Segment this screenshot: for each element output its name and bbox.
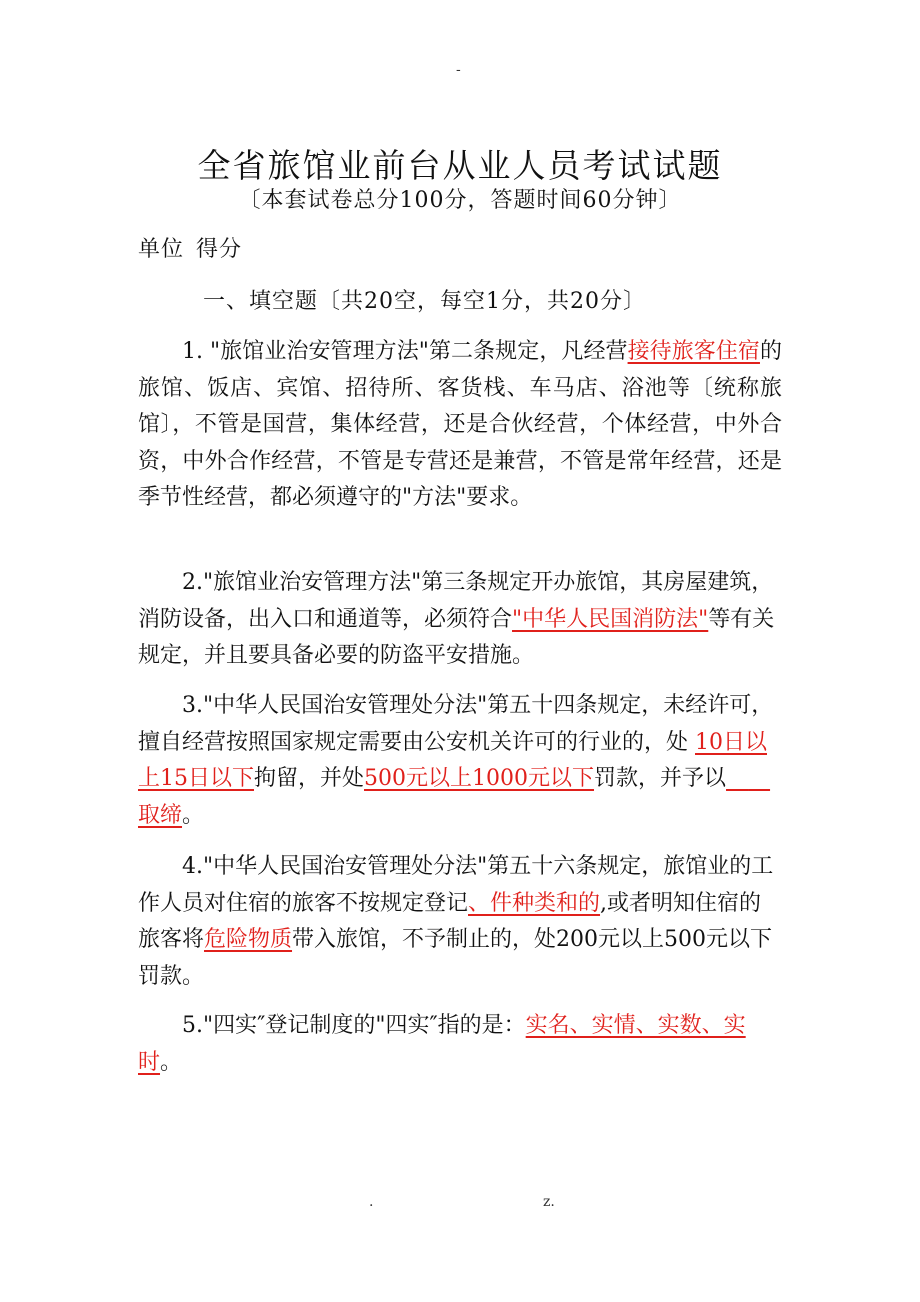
question-text: 等有关规定，并且要具备必要的防盗平安措施。 [138,606,775,668]
question-2 [138,565,782,675]
question-text: 5."四实″登记制度的"四实″指的是： [182,1013,526,1038]
answer-text: 500元以上1000元以下 [364,766,594,791]
question-4 [138,849,782,995]
question-5 [138,1008,782,1081]
answer-text: 危险物质 [204,927,293,952]
footer-mark-right: z. [543,1194,555,1210]
question-text: 1. "旅馆业治安管理方法"第二条规定，凡经营 [182,339,628,364]
question-text: 3."中华人民国治安管理处分法"第五十四条规定，未经许可，擅自经营按照国家规定需要由公安机关许可的行业的，处 [138,693,774,755]
unit-label: 单位 [138,237,185,262]
question-text: 4."中华人民国治安管理处分法"第五十六条规定，旅馆业的工作人员对住宿的旅客不按规定登记 [138,854,774,916]
score-label: 得分 [196,237,243,262]
question-text: 的旅馆、饭店、宾馆、招待所、客货栈、车马店、浴池等〔统称旅馆〕，不管是国营，集体经营，还是合伙经营，个体经营，中外合资，中外合作经营，不管是专营还是兼营，不管是常年经营，还是季节性经营，都必须遵守的"方法"要求。 [138,339,782,510]
question-text: 拘留，并处 [254,766,365,791]
footer-mark-left: . [369,1194,374,1210]
question-text: 。 [182,802,205,828]
answer-text: 接待旅客住宿 [627,339,760,364]
question-text: 2."旅馆业治安管理方法"第三条规定开办旅馆，其房屋建筑，消防设备，出入口和通道等，必须符合 [138,570,774,632]
answer-text: 实名、实情、实数、实时 [138,1013,746,1075]
unit-score-line [138,232,242,263]
section-heading: 一、填空题〔共20空，每空1分，共20分〕 [203,289,646,314]
question-3 [138,688,782,834]
answer-text: 10日以上15日以下 [138,729,767,791]
question-text: 罚款，并予以 [594,766,727,791]
answer-text: 、件种类和的 [468,890,601,916]
question-text: 带入旅馆，不予制止的，处200元以上500元以下罚款。 [138,927,773,989]
question-text: 。 [160,1049,183,1075]
question-text: ,或者明知住宿的旅客将 [138,890,762,952]
exam-info: 〔本套试卷总分100分，答题时间60分钟〕 [238,188,682,213]
page-title: 全省旅馆业前台从业人员考试试题 [197,146,723,186]
answer-text: "中华人民国消防法" [512,606,709,632]
header-mark: - [456,62,461,78]
answer-text: 取缔 [138,766,771,828]
question-1 [138,334,782,517]
